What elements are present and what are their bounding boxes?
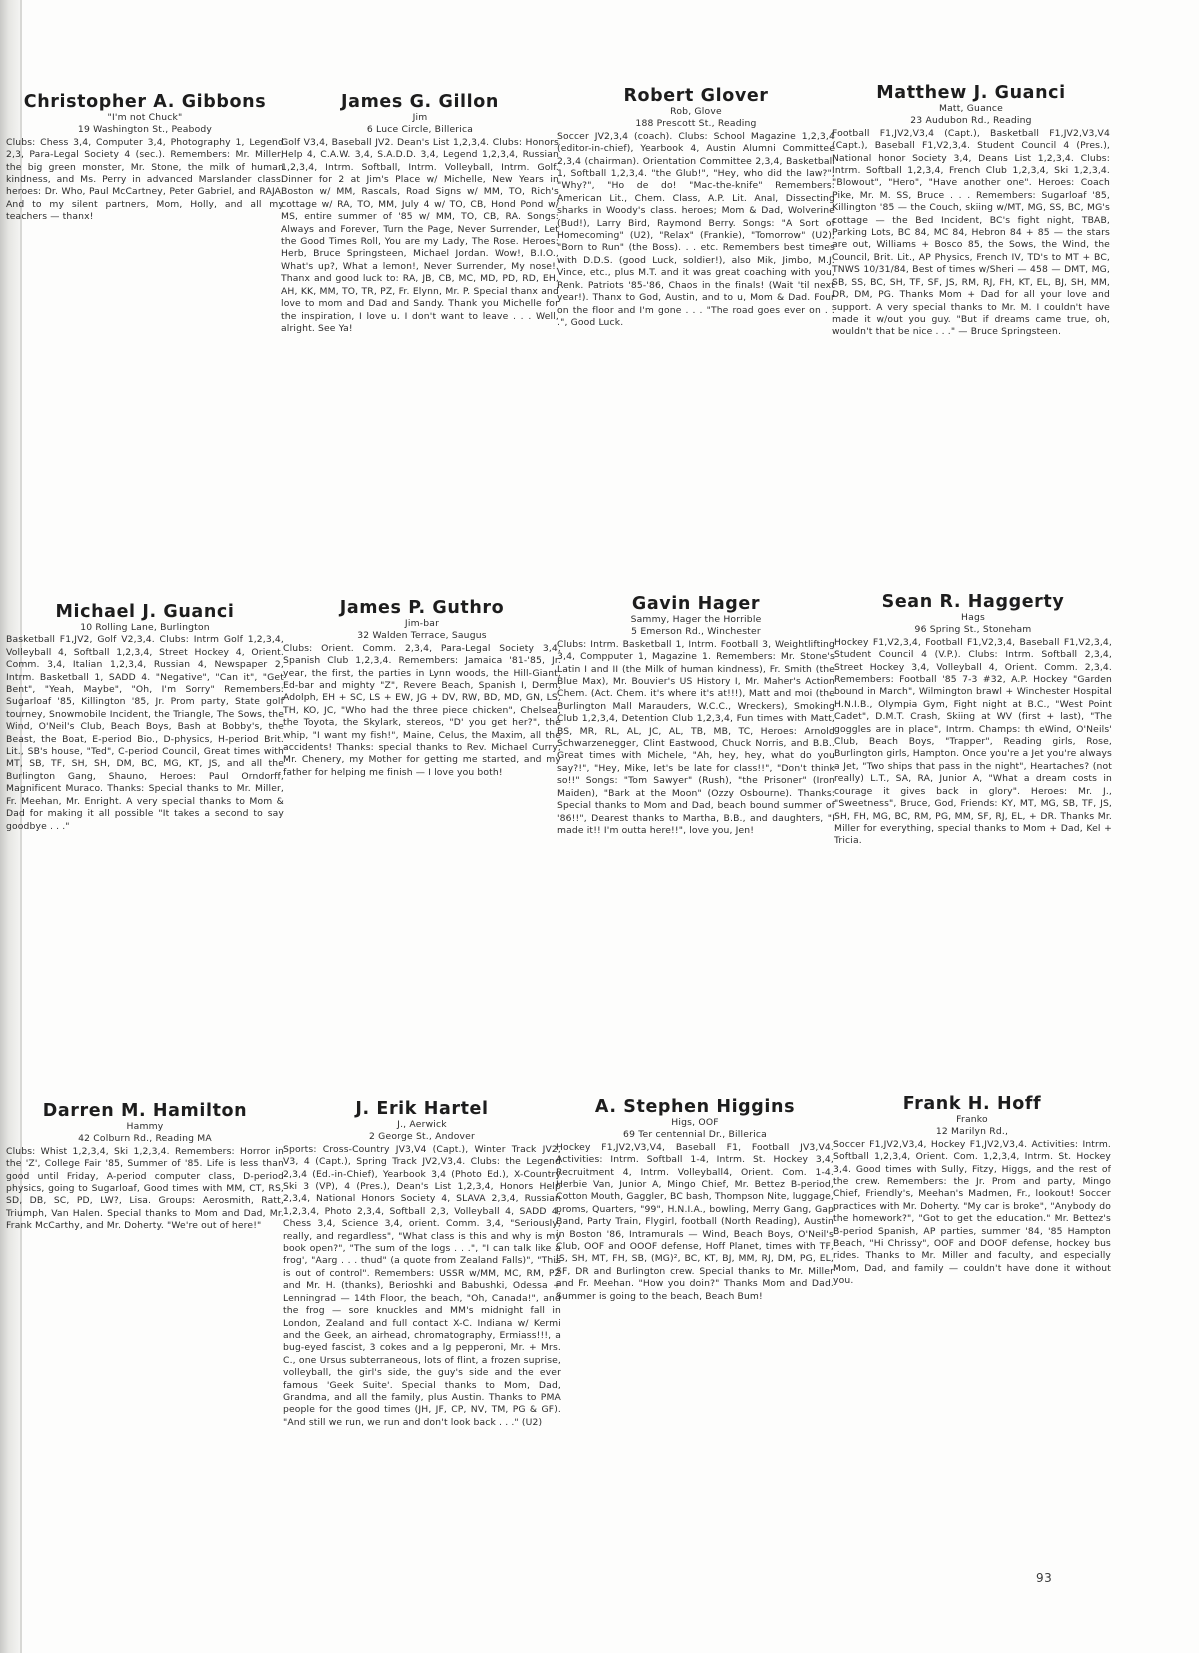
student-address: 96 Spring St., Stoneham: [914, 624, 1032, 636]
student-name: Frank H. Hoff: [902, 1094, 1042, 1114]
student-nickname: Jim-bar: [404, 618, 440, 629]
student-bio: Clubs: Chess 3,4, Computer 3,4, Photography 1, Legend 2,3, Para-Legal Society 4 (sec.). Remembers: Mr. Miller, the big green monster, Mr. Stone, the milk of human kindness, and Ms. Perry in advanced Marslander class. heroes: Dr. Who, Paul McCartney, Peter Gabriel, and RAJA. And to my silent partners, Mom, Holly, and all my teachers — thanx!: [6, 136, 284, 223]
student-nickname: Jim: [412, 112, 428, 123]
student-bio: Clubs: Whist 1,2,3,4, Ski 1,2,3,4. Remembers: Horror in the 'Z', College Fair '85, Summer of '85. Life is less than good until Friday, A-period computer class, D-period physics, going to Sugarloaf, Good times with MM, CT, RS, SD, DB, SC, PD, LW?, Lisa. Groups: Aerosmith, Ratt, Triumph, Van Halen. Special thanks to Mom and Dad, Mr. Frank McCarthy, and Mr. Doherty. "We're out of here!": [6, 1145, 284, 1232]
student-address: 188 Prescott St., Reading: [635, 118, 757, 130]
student-entry: [832, 83, 1110, 339]
student-entry: [557, 594, 835, 837]
student-nickname: J., Aerwick: [397, 1119, 447, 1130]
student-entry: [6, 1101, 284, 1233]
student-bio: Basketball F1,JV2, Golf V2,3,4. Clubs: Intrm Golf 1,2,3,4, Volleyball 4, Softball 1,2,3,4, Street Hockey 4, Orient. Comm. 3,4, Italian 1,2,3,4, Russian 4, Newspaper 2, Intrm. Basketball 1, SADD 4. "Negative", "Can it", "Get Bent", "Yeah, Maybe", "Oh, I'm Sorry" Remembers: Sugarloaf '85, Killington '85, Jr. Prom party, State golf tourney, Snowmobile Incident, the Triangle, The Sows, the Wind, O'Neil's Club, Beach Boys, Bash at Bobby's, the Beast, the Boat, E-period Bio., D-physics, H-period Brit. Lit., SB's house, "Ted", C-period Council, Great times with MT, SB, TF, SH, SH, DM, BC, MG, KT, JS, and all the Burlington Gang, Shauno, Heroes: Paul Orndorff, Magnificent Muraco. Thanks: Special thanks to Mr. Miller, Fr. Meehan, Mr. Enright. A very special thanks to Mom & Dad for making it all possible "It takes a second to say goodbye . . .": [6, 634, 284, 832]
student-entry: [281, 92, 559, 335]
student-address: 42 Colburn Rd., Reading MA: [78, 1133, 212, 1145]
student-name: Darren M. Hamilton: [42, 1101, 248, 1121]
student-name: Robert Glover: [623, 86, 769, 106]
student-name: Matthew J. Guanci: [876, 83, 1066, 103]
student-bio: Football F1,JV2,V3,4 (Capt.), Basketball F1,JV2,V3,V4 (Capt.), Baseball F1,V2,3,4. Student Council 4 (Pres.), National honor Society 3,4, Deans List 1,2,3,4. Clubs: Intrm. Softball 1,2,3,4, French Club 1,2,3,4, Ski 1,2,3,4. "Blowout", "Hero", "Have another one". Heroes: Coach Pike, Mr. M. SS, Bruce . . . Remembers: Sugarloaf '85, Killington '85 — the Couch, skiing w/MT, MG, SS, BC, MG's cottage — the Bed Incident, BC's fight night, TBAB, Parking Lots, BC 84, MC 84, Hebron 84 + 85 — the stars are out, Williams + Bosco 85, the Sows, the Wind, the Council, Brit. Lit., AP Physics, French IV, TD's to MT + BC, TNWS 10/31/84, Best of times w/Sheri — 458 — DMT, MG, SB, SS, BC, SH, TF, SF, JS, RM, RJ, FH, KT, EL, BJ, SH, MM, DR, DM, PG. Thanks Mom + Dad for all your love and support. A very special thanks to Mr. M. I couldn't have made it w/out you guy. "But if dreams came true, oh, wouldn't that be nice . . ." — Bruce Springsteen.: [832, 127, 1110, 338]
student-address: 32 Walden Terrace, Saugus: [357, 630, 487, 642]
student-address: 69 Ter centennial Dr., Billerica: [623, 1129, 767, 1141]
student-address: 23 Audubon Rd., Reading: [910, 115, 1032, 127]
student-nickname: Matt, Guance: [938, 103, 1004, 114]
student-entry: [6, 602, 284, 833]
student-nickname: Rob, Glove: [670, 106, 722, 117]
student-name: Sean R. Haggerty: [881, 592, 1065, 612]
page-number: 93: [1036, 1571, 1053, 1585]
student-address: 19 Washington St., Peabody: [77, 124, 213, 136]
student-nickname: "I'm not Chuck": [107, 112, 183, 123]
student-address: 5 Emerson Rd., Winchester: [631, 626, 761, 638]
student-bio: Soccer JV2,3,4 (coach). Clubs: School Magazine 1,2,3,4 (editor-in-chief), Yearbook 4, Austin Alumni Committee 2,3,4 (chairman). Orientation Committee 2,3,4, Basketball 1, Softball 1,2,3,4. "the Glub!", "Hey, who did the law?", "Why?", "Ho de do! "Mac-the-knife" Remembers: American Lit., Chem. Class, A.P. Lit. Anal, Dissecting sharks in Woody's class. heroes; Mom & Dad, Wolverine (Bud!), Larry Bird, Raymond Berry. Songs: "A Sort of Homecoming" (U2), "Relax" (Frankie), "Tomorrow" (U2), "Born to Run" (the Boss). . . etc. Remembers best times with D.D.S. (good Luck, soldier!), also Mik, Jimbo, M.J. Vince, etc., plus M.T. and it was great coaching with you, Renk. Patriots '85-'86, Chaos in the finals! (Wait 'til next year!). Thanx to God, Austin, and to u, Mom & Dad. Four on the floor and I'm gone . . . "The road goes ever on . . .", Good Luck.: [557, 130, 835, 328]
student-entry: [556, 1097, 834, 1303]
student-nickname: Franko: [956, 1114, 988, 1125]
student-entry: [283, 1099, 561, 1429]
student-bio: Sports: Cross-Country JV3,V4 (Capt.), Winter Track JV2, V3, 4 (Capt.), Spring Track JV2,V3,4. Clubs: the Legend 2,3,4 (Ed.-in-Chief), Yearbook 3,4 (Photo Ed.), X-Country Ski 3 (VP), 4 (Pres.), Dean's List 1,2,3,4, Honors Help 2,3,4, National Honors Society 4, SLAVA 2,3,4, Russian 1,2,3,4, Photo 2,3,4, Softball 2,3, Volleyball 4, SADD 4, Chess 3,4, Science 3,4, orient. Comm. 3,4, "Seriously, really, and regardless", "What class is this and why is my book open?", "The sum of the logs . . .", "I can talk like a frog', "Aarg . . . thud" (a quote from Zealand Falls)", "This is out of control". Remembers: USSR w/MM, MC, RM, PZ and Mr. H. (thanks), Berioshki and Babushki, Odessa + Lenningrad — 14th Floor, the beach, "Oh, Canada!", and the frog — sore knuckles and MM's midnight fall in London, Zealand and full contact X-C. Indiana w/ Kermi and the Geek, an airhead, chromatography, Ermiass!!!, a bug-eyed fascist, 3 cokes and a lg pepperoni, Mr. + Mrs. C., one Ursus subterraneous, lots of flint, a frozen suprise, volleyball, the girl's side, the guy's side and the ever famous 'Geek Suite'. Special thanks to Mom, Dad, Grandma, and all the family, plus Austin. Thanks to PMA people for the good times (JH, JF, CP, NV, TM, PG & GF). "And still we run, we run and don't look back . . ." (U2): [283, 1143, 561, 1428]
student-entry: [283, 598, 561, 779]
student-bio: Clubs: Intrm. Basketball 1, Intrm. Football 3, Weightlifting 3,4, Compputer 1, Magazine 1. Remembers: Mr. Stone's Latin I and II (the Milk of human kindness), Fr. Smith (the Blue Max), Mr. Bouvier's US History I, Mr. Maher's Action Chem. (Act. Chem. it's where it's at!!!), Matt and moi (the Burlington Mall Marauders, W.C.C., Wreckers), Smoking Club 1,2,3,4, Detention Club 1,2,3,4, Fun times with Matt, BS, MR, RL, AL, JC, AL, TB, MB, TC, Heroes: Arnold Schwarzenegger, Clint Eastwood, Chuck Norris, and B.B.. Great times with Michele, "Ah, hey, hey, what do you say?!", "Hey, Mike, let's be late for class!!", "Don't think so!!" Songs: "Tom Sawyer" (Rush), "the Prisoner" (Iron Maiden), "Bark at the Moon" (Ozzy Osbourne). Thanks: Special thanks to Mom and Dad, beach bound summer of '86!!", Dearest thanks to Martha, B.B., and daughters, "I made it!! I'm outta here!!", love you, Jen!: [557, 638, 835, 836]
student-name: J. Erik Hartel: [355, 1099, 489, 1119]
student-bio: Soccer F1,JV2,V3,4, Hockey F1,JV2,V3,4. Activities: Intrm. Softball 1,2,3,4, Orient. Com. 1,2,3,4, Intrm. St. Hockey 3,4. Good times with Sully, Fitzy, Higgs, and the rest of the crew. Remembers: the Jr. Prom and party, Mingo Chief, Friendly's, Meehan's Madmen, Fr., lookout! Soccer practices with Mr. Doherty. "My car is broke", "Anybody do the homework?", "Got to get the education." Mr. Bettez's B-period Spanish, AP parties, summer '84, '85 Hampton Beach, "Hi Chrissy", OOF and DOOF defense, hockey bus rides. Thanks to Mr. Miller and faculty, and especially Mom, Dad, and family — couldn't have done it without you.: [833, 1138, 1111, 1287]
student-entry: [6, 92, 284, 224]
student-bio: Hockey F1,JV2,V3,V4, Baseball F1, Football JV3,V4. Activities: Intrm. Softball 1-4, Intrm. St. Hockey 3,4, Recruitment 4, Intrm. Volleyball4, Orient. Com. 1-4. Herbie Van, Junior A, Mingo Chief, Mr. Bettez B-period, Cotton Mouth, Gaggler, BC bash, Thompson Nite, luggage, proms, Quarters, "99", H.N.I.A., bowling, Merry Gang, Gap Band, Party Train, Flygirl, football (North Reading), Austin in Boston '86, Intramurals — Wind, Beach Boys, O'Neil's Club, OOF and OOOF defense, Hoff Planet, times with TF, JS, SH, MT, FH, SB, (MG)², BC, KT, BJ, MM, RJ, DM, PG, EL, SF, DR and Burlington crew. Special thanks to Mr. Miller and Fr. Meehan. "How you doin?" Thanks Mom and Dad. Summer is going to the beach, Beach Bum!: [556, 1141, 834, 1302]
student-address: 6 Luce Circle, Billerica: [366, 124, 474, 136]
student-name: Michael J. Guanci: [55, 602, 235, 622]
student-address: 12 Marilyn Rd.,: [935, 1126, 1009, 1138]
student-address: 10 Rolling Lane, Burlington: [80, 622, 210, 633]
student-nickname: Higs, OOF: [671, 1117, 719, 1128]
student-name: James P. Guthro: [339, 598, 505, 618]
student-entry: [833, 1094, 1111, 1288]
student-name: Christopher A. Gibbons: [23, 92, 267, 112]
student-name: Gavin Hager: [631, 594, 761, 614]
student-name: James G. Gillon: [341, 92, 499, 112]
student-bio: Hockey F1,V2,3,4, Football F1,V2,3,4, Baseball F1,V2,3,4, Student Council 4 (V.P.). Clubs: Intrm. Softball 2,3,4, Street Hockey 3,4, Volleyball 4, Orient. Comm. 2,3,4. Remembers: Football '85 7-3 #32, A.P. Hockey "Garden bound in March", Wilmington brawl + Winchester Hospital H.N.I.B., Olympia Gym, Fight night at B.C., "West Point Cadet", D.M.T. Crash, Skiing at WV (first + last), "The goggles are in place", Intrm. Champs: th eWind, O'Neils' Club, Beach Boys, "Trapper", Reading girls, Rose, Burlington girls, Hampton. Once you're a Jet you're always a Jet, "Two ships that pass in the night", Heartaches? (not really) L.T., SA, RA, Junior A, "What a dream costs in courage it gives back in glory". Heroes: Mr. J., "Sweetness", Bruce, God, Friends: KY, MT, MG, SB, TF, JS, SH, FH, MG, BC, RM, PG, MM, SF, RJ, EL, + DR. Thanks Mr. Miller for everything, special thanks to Mom + Dad, Kel + Tricia.: [834, 636, 1112, 847]
student-entry: [557, 86, 835, 329]
student-address: 2 George St., Andover: [368, 1131, 475, 1143]
student-bio: Clubs: Orient. Comm. 2,3,4, Para-Legal Society 3,4, Spanish Club 1,2,3,4. Remembers: Jamaica '81-'85, Jr. year, the first, the parties in Lynn woods, the Hill-Giant, Ed-bar and mighty "Z", Revere Beach, Spanish I, Derm, Adolph, EH + SC, LS + EW, JG + DV, RW, BD, MD, GN, LS, TH, KO, JC, "Who had the three piece chicken", Chelsea, the Toyota, the Skylark, stereos, "D' you get her?", the whip, "I want my fish!", Maine, Celus, the Maxim, all the accidents! Thanks: special thanks to Rev. Michael Curry, Mr. Chenery, my Mother for getting me started, and my father for helping me finish — I love you both!: [283, 642, 561, 778]
student-bio: Golf V3,4, Baseball JV2. Dean's List 1,2,3,4. Clubs: Honors Help 4, C.A.W. 3,4, S.A.D.D. 3,4, Legend 1,2,3,4, Russian 1,2,3,4, Intrm. Softball, Intrm. Volleyball, Intrm. Golf. Dinner for 2 at Jim's Place w/ Michelle, New Years in Boston w/ MM, Rascals, Road Signs w/ MM, TO, Rich's cottage w/ RA, TO, MM, July 4 w/ TO, CB, Hond Pond w/ MS, entire summer of '85 w/ MM, TO, CB, RA. Songs: Always and Forever, Turn the Page, Never Surrender, Let the Good Times Roll, You are my Lady, The Rose. Heroes: Herb, Bruce Springsteen, Michael Jordan. Wow!, B.I.O., What's up?, What a lemon!, Never Surrender, My nose!. Thanx and good luck to: RA, JB, CB, MC, MD, PD, RD, EH, AH, KK, MM, TO, TR, PZ, Fr. Elynn, Mr. P. Special thanx and love to mom and Dad and Sandy. Thank you Michelle for the inspiration, I love u. I don't want to leave . . . Well, alright. See Ya!: [281, 136, 559, 334]
student-name: A. Stephen Higgins: [594, 1097, 796, 1117]
student-nickname: Sammy, Hager the Horrible: [630, 614, 762, 625]
student-nickname: Hags: [961, 612, 985, 623]
student-entry: [834, 592, 1112, 848]
student-nickname: Hammy: [126, 1121, 164, 1132]
